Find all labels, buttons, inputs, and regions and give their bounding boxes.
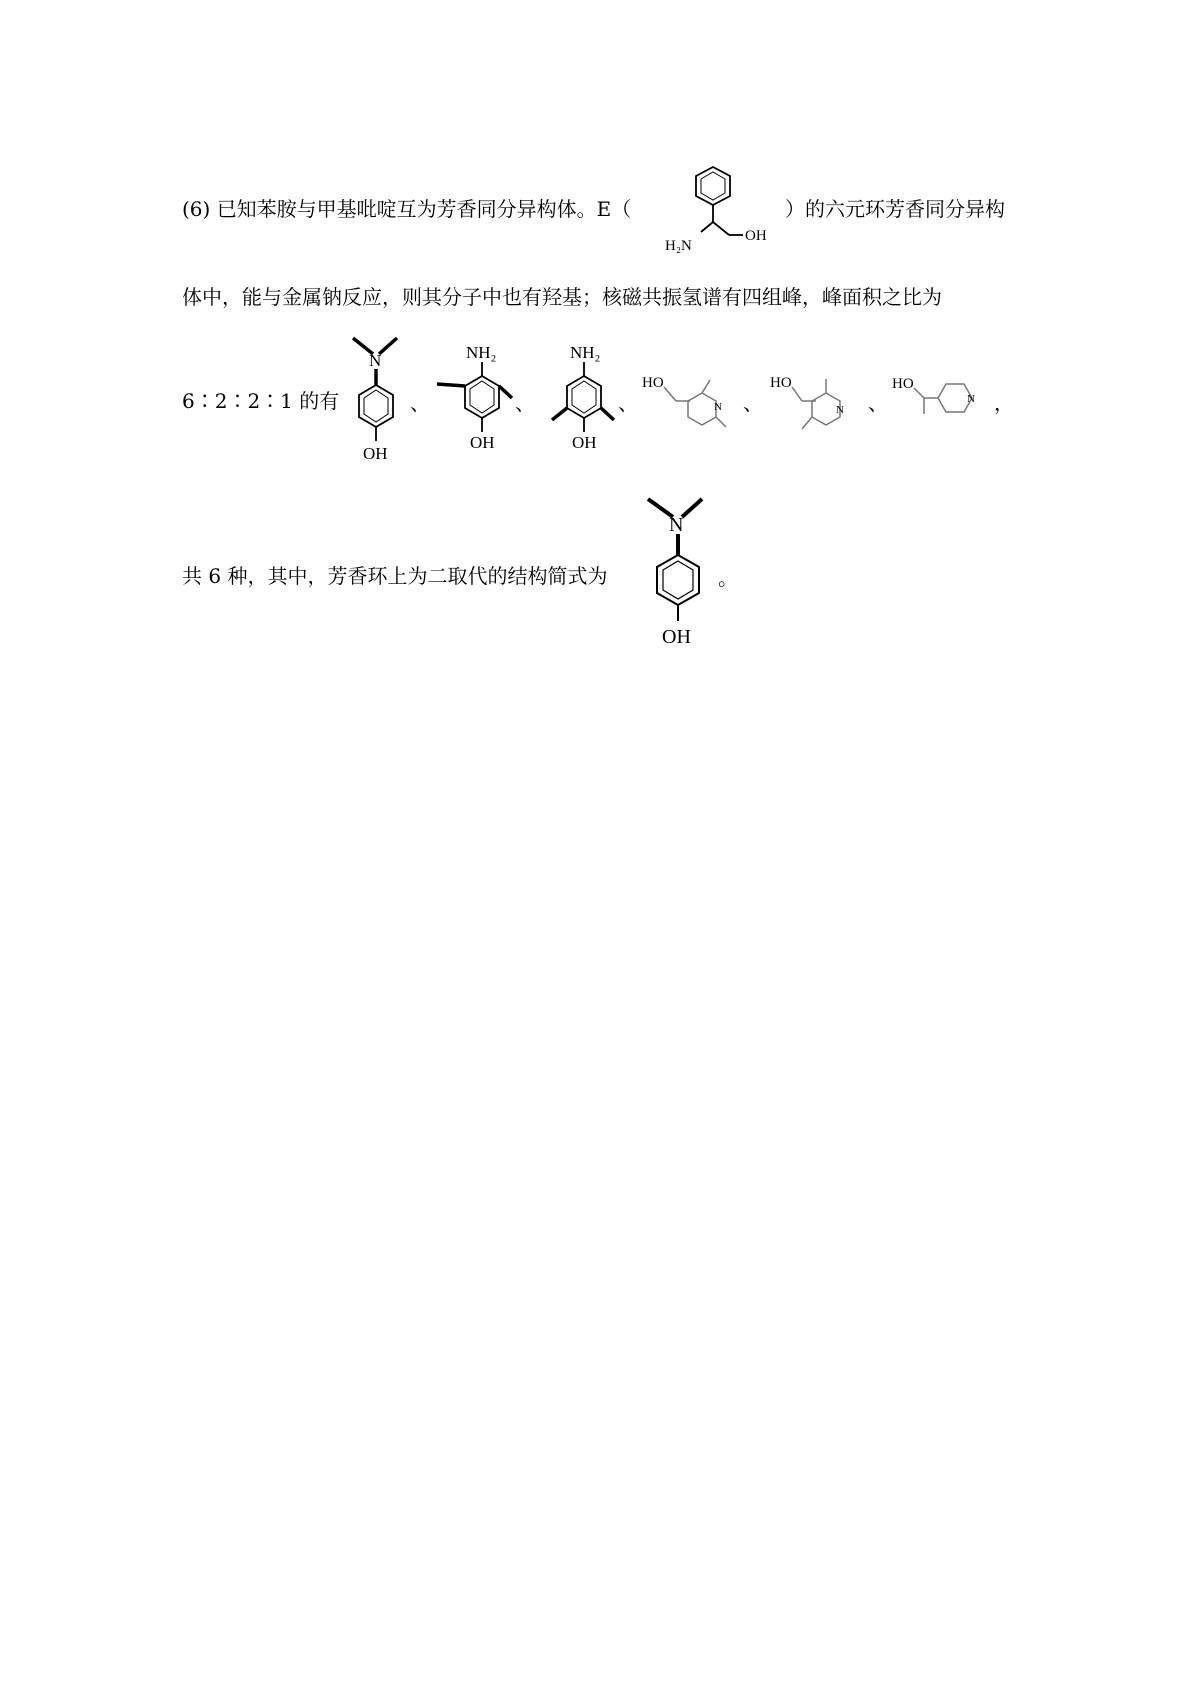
text: ）的六元环芳香同分异构 xyxy=(785,197,1005,221)
text: 、 xyxy=(618,391,638,415)
text: 体中，能与金属钠反应，则其分子中也有羟基；核磁共振氢谱有四组峰，峰面积之比为 xyxy=(182,285,942,309)
nh2-label: NH₂ xyxy=(570,343,601,362)
ho-label: HO xyxy=(770,375,792,391)
n-label: N xyxy=(714,401,722,413)
question-line-1-prefix xyxy=(182,197,631,221)
text: 6∶2∶2∶1 的有 xyxy=(182,389,340,413)
ho-label: HO xyxy=(642,375,664,391)
structure-3 xyxy=(538,340,628,460)
line-4-end xyxy=(718,566,738,590)
n-label: N xyxy=(836,404,844,416)
structure-5 xyxy=(764,365,864,445)
n-label: N xyxy=(669,514,684,536)
question-line-3-prefix xyxy=(182,389,339,413)
separator-4 xyxy=(743,391,763,415)
text: 共 6 种，其中，芳香环上为二取代的结构简式为 xyxy=(182,564,608,588)
question-line-1-suffix xyxy=(785,197,1005,221)
oh-label: OH xyxy=(572,433,597,452)
line-3-end xyxy=(994,391,1014,415)
ho-label: HO xyxy=(892,376,914,392)
text: 、 xyxy=(515,391,535,415)
text: 、 xyxy=(868,391,888,415)
text: 、 xyxy=(410,391,430,415)
oh-label: OH xyxy=(745,228,767,244)
text: (6) 已知苯胺与甲基吡啶互为芳香同分异构体。E（ xyxy=(182,197,632,221)
text: 。 xyxy=(718,566,738,590)
n-label: N xyxy=(369,351,382,370)
question-line-2 xyxy=(182,285,942,309)
h2n-label: H₂N xyxy=(665,238,692,254)
oh-label: OH xyxy=(470,433,495,452)
n-label: N xyxy=(967,393,975,405)
separator-5 xyxy=(868,391,888,415)
oh-label: OH xyxy=(363,444,388,463)
question-line-4-prefix xyxy=(182,564,607,588)
structure-e xyxy=(655,160,795,260)
separator-2 xyxy=(515,391,535,415)
structure-4 xyxy=(640,365,740,445)
oh-label: OH xyxy=(662,626,691,648)
text: ， xyxy=(994,391,1014,415)
separator-1 xyxy=(410,391,430,415)
structure-6 xyxy=(890,370,1010,440)
text: 、 xyxy=(743,391,763,415)
separator-3 xyxy=(618,391,638,415)
nh2-label: NH₂ xyxy=(466,343,497,362)
